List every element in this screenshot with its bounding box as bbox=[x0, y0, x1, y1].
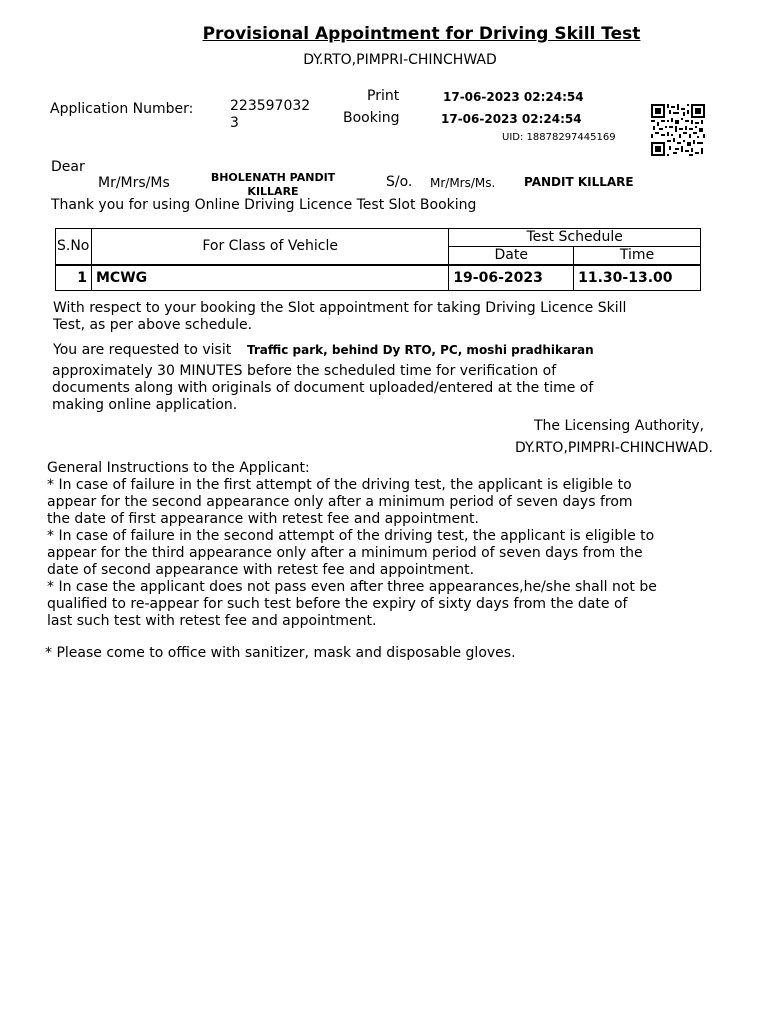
row-date: 19-06-2023 bbox=[449, 265, 574, 291]
authority-text: The Licensing Authority, bbox=[533, 418, 704, 434]
verification-line: documents along with originals of document uploaded/entered at the time of bbox=[52, 380, 594, 396]
header-sno: S.No bbox=[56, 229, 92, 266]
instructions-block bbox=[47, 460, 657, 630]
application-number-label: Application Number: bbox=[50, 101, 194, 117]
visit-location: Traffic park, behind Dy RTO, PC, moshi pradhikaran bbox=[247, 343, 594, 357]
header-test-schedule: Test Schedule bbox=[449, 229, 701, 247]
respect-line: With respect to your booking the Slot appointment for taking Driving Licence Skill bbox=[53, 300, 627, 316]
son-of-label: S/o. bbox=[386, 174, 413, 190]
booking-timestamp: 17-06-2023 02:24:54 bbox=[441, 112, 582, 126]
thanks-text: Thank you for using Online Driving Licence Test Slot Booking bbox=[51, 197, 477, 213]
schedule-table bbox=[55, 228, 701, 291]
header-vehicle-class: For Class of Vehicle bbox=[91, 229, 448, 266]
sanitizer-note: * Please come to office with sanitizer, mask and disposable gloves. bbox=[45, 645, 516, 661]
print-timestamp: 17-06-2023 02:24:54 bbox=[443, 90, 584, 104]
instruction-line: date of second appearance with retest fee and appointment. bbox=[47, 562, 475, 578]
applicant-name-line2: KILLARE bbox=[247, 185, 299, 198]
qr-code bbox=[651, 104, 705, 156]
uid-text: UID: 18878297445169 bbox=[502, 132, 616, 143]
table-row bbox=[56, 265, 701, 291]
header-date: Date bbox=[449, 247, 574, 266]
instruction-line: last such test with retest fee and appointment. bbox=[47, 613, 377, 629]
respect-line: Test, as per above schedule. bbox=[53, 317, 253, 333]
row-sno: 1 bbox=[56, 265, 92, 291]
header-time: Time bbox=[574, 247, 701, 266]
instruction-line: the date of first appearance with retest fee and appointment. bbox=[47, 511, 479, 527]
print-label: Print bbox=[367, 88, 400, 104]
applicant-salutation: Mr/Mrs/Ms bbox=[98, 175, 170, 191]
verification-line: making online application. bbox=[52, 397, 238, 413]
instructions-heading: General Instructions to the Applicant: bbox=[47, 460, 310, 476]
parent-name: PANDIT KILLARE bbox=[524, 175, 634, 189]
verification-line: approximately 30 MINUTES before the scheduled time for verification of bbox=[52, 363, 557, 379]
dear-text: Dear bbox=[51, 159, 85, 175]
booking-label: Booking bbox=[343, 110, 400, 126]
instruction-line: * In case the applicant does not pass even after three appearances,he/she shall not be bbox=[47, 579, 657, 595]
instruction-line: * In case of failure in the second attempt of the driving test, the applicant is eligible to bbox=[47, 528, 655, 544]
applicant-name-line1: BHOLENATH PANDIT bbox=[210, 171, 336, 184]
instruction-line: appear for the third appearance only after a minimum period of seven days from the bbox=[47, 545, 643, 561]
instruction-line: appear for the second appearance only after a minimum period of seven days from bbox=[47, 494, 633, 510]
visit-prefix: You are requested to visit bbox=[53, 342, 232, 358]
office-name: DY.RTO,PIMPRI-CHINCHWAD bbox=[303, 52, 497, 68]
row-time: 11.30-13.00 bbox=[574, 265, 701, 291]
parent-salutation: Mr/Mrs/Ms. bbox=[430, 176, 496, 190]
application-number-line1: 223597032 bbox=[230, 98, 311, 114]
instruction-line: * In case of failure in the first attempt of the driving test, the applicant is eligible to bbox=[47, 477, 632, 493]
respect-paragraph bbox=[53, 300, 626, 334]
verification-paragraph bbox=[52, 363, 593, 414]
row-vehicle-class: MCWG bbox=[91, 265, 448, 291]
page-title: Provisional Appointment for Driving Skill Test bbox=[202, 24, 641, 44]
authority-office: DY.RTO,PIMPRI-CHINCHWAD. bbox=[514, 440, 713, 456]
application-number-line2: 3 bbox=[230, 115, 239, 131]
table-header-row bbox=[56, 229, 701, 247]
instruction-line: qualified to re-appear for such test before the expiry of sixty days from the date of bbox=[47, 596, 628, 612]
